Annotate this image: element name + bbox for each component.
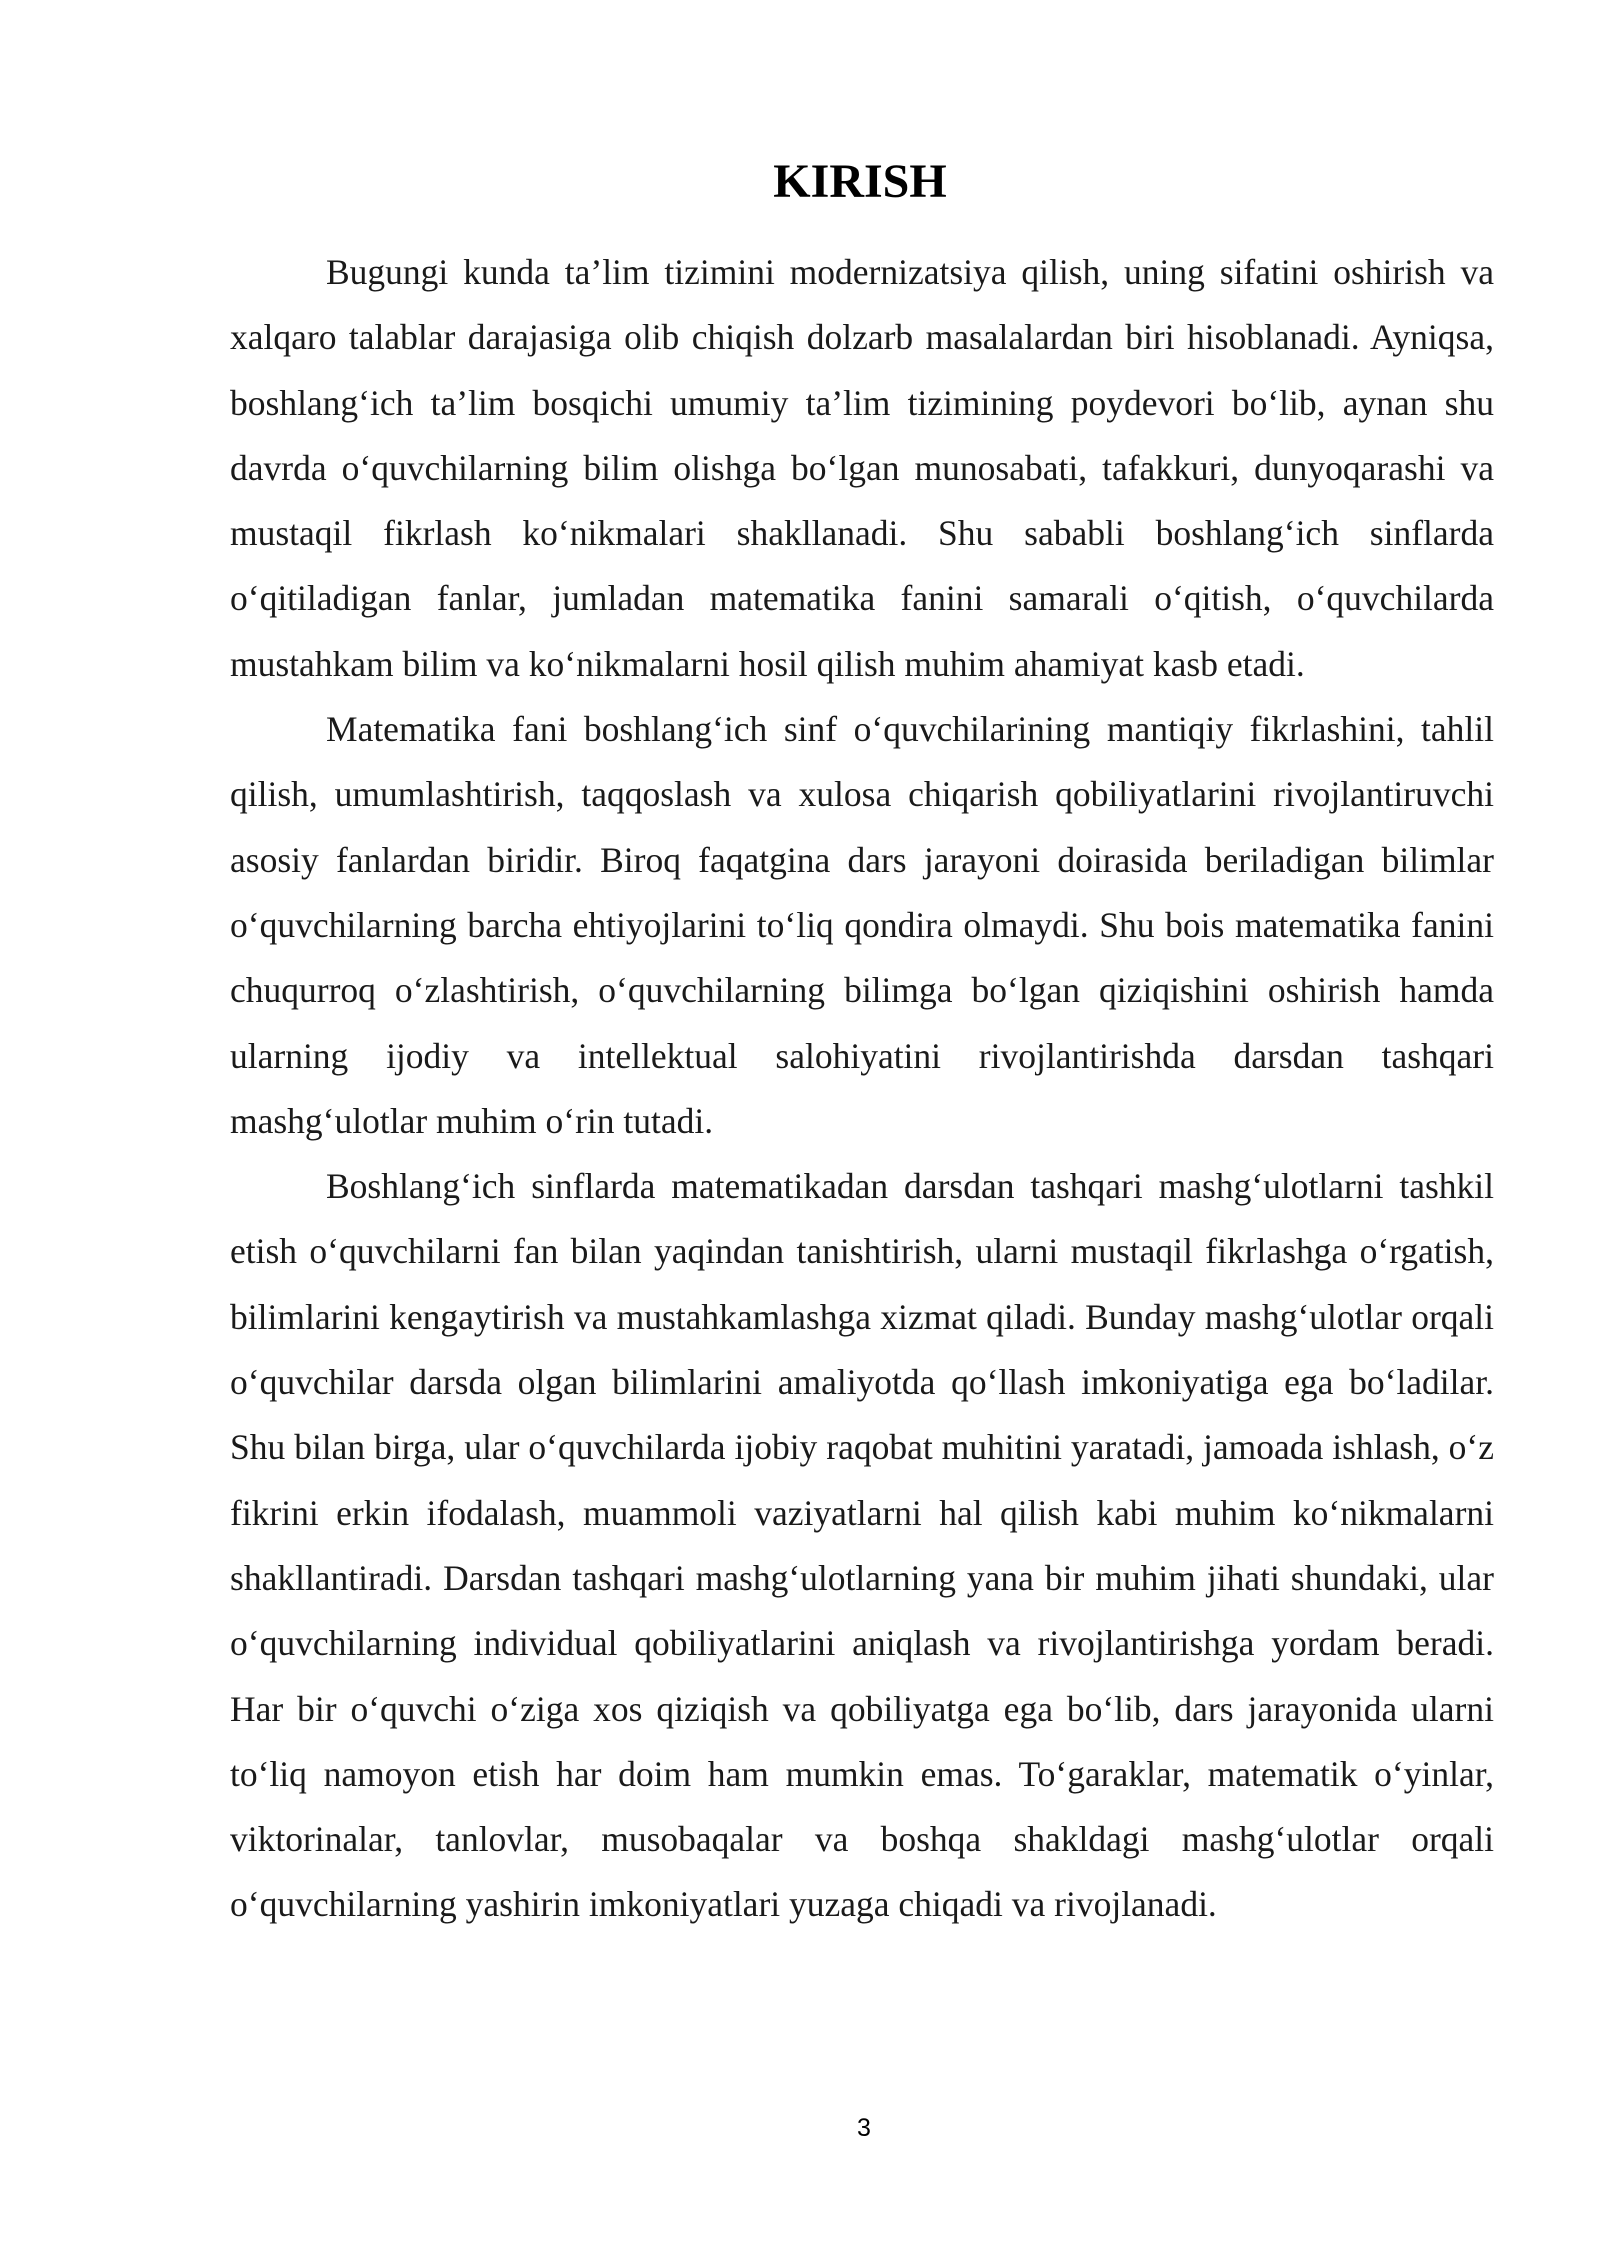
- paragraph-1: Bugungi kunda ta’lim tizimini modernizatsiya qilish, uning sifatini oshirish va xalqaro talablar darajasiga olib chiqish dolzarb masalalardan biri hisoblanadi. Ayniqsa, boshlang‘ich ta’lim bosqichi umumiy ta’lim tizimining poydevori bo‘lib, aynan shu davrda o‘quvchilarning bilim olishga bo‘lgan munosabati, tafakkuri, dunyoqarashi va mustaqil fikrlash ko‘nikmalari shakllanadi. Shu sababli boshlang‘ich sinflarda o‘qitiladigan fanlar, jumladan matematika fanini samarali o‘qitish, o‘quvchilarda mustahkam bilim va ko‘nikmalarni hosil qilish muhim ahamiyat kasb etadi.: [230, 252, 1494, 684]
- paragraph-3: Boshlang‘ich sinflarda matematikadan darsdan tashqari mashg‘ulotlarni tashkil etish o‘quvchilarni fan bilan yaqindan tanishtirish, ularni mustaqil fikrlashga o‘rgatish, bilimlarini kengaytirish va mustahkamlashga xizmat qiladi. Bunday mashg‘ulotlar orqali o‘quvchilar darsda olgan bilimlarini amaliyotda qo‘llash imkoniyatiga ega bo‘ladilar. Shu bilan birga, ular o‘quvchilarda ijobiy raqobat muhitini yaratadi, jamoada ishlash, o‘z fikrini erkin ifodalash, muammoli vaziyatlarni hal qilish kabi muhim ko‘nikmalarni shakllantiradi. Darsdan tashqari mashg‘ulotlarning yana bir muhim jihati shundaki, ular o‘quvchilarning individual qobiliyatlarini aniqlash va rivojlantirishga yordam beradi. Har bir o‘quvchi o‘ziga xos qiziqish va qobiliyatga ega bo‘lib, dars jarayonida ularni to‘liq namoyon etish har doim ham mumkin emas. To‘garaklar, matematik o‘yinlar, viktorinalar, tanlovlar, musobaqalar va boshqa shakldagi mashg‘ulotlar orqali o‘quvchilarning yashirin imkoniyatlari yuzaga chiqadi va rivojlanadi.: [230, 1166, 1494, 1925]
- document-body: [230, 240, 1494, 1938]
- page-number: 3: [857, 2114, 871, 2142]
- section-title: KIRISH: [773, 155, 947, 208]
- paragraph-2: Matematika fani boshlang‘ich sinf o‘quvchilarining mantiqiy fikrlashini, tahlil qilish, umumlashtirish, taqqoslash va xulosa chiqarish qobiliyatlarini rivojlantiruvchi asosiy fanlardan biridir. Biroq faqatgina dars jarayoni doirasida beriladigan bilimlar o‘quvchilarning barcha ehtiyojlarini to‘liq qondira olmaydi. Shu bois matematika fanini chuqurroq o‘zlashtirish, o‘quvchilarning bilimga bo‘lgan qiziqishini oshirish hamda ularning ijodiy va intellektual salohiyatini rivojlantirishda darsdan tashqari mashg‘ulotlar muhim o‘rin tutadi.: [230, 709, 1494, 1141]
